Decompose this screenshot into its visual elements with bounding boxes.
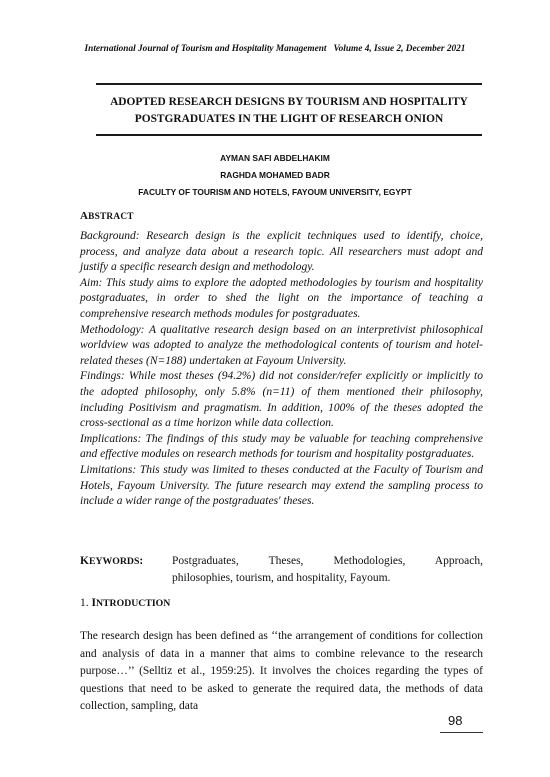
keywords-label: KEYWORDS: bbox=[80, 555, 144, 567]
abstract-methodology: Methodology: A qualitative research design based on an interpretivist philosophical worldview was adopted to analyze the methodological contents of tourism and hotel-related theses (N=188) undertaken at Fayoum University. bbox=[80, 323, 483, 367]
keywords-line-1: Postgraduates, Theses, Methodologies, Approach, bbox=[172, 555, 483, 567]
abstract-body bbox=[80, 229, 483, 510]
author-1: AYMAN SAFI ABDELHAKIM bbox=[220, 153, 330, 163]
journal-volume: Volume 4, Issue 2, December 2021 bbox=[333, 44, 466, 54]
introduction-heading: 1. INTRODUCTION bbox=[80, 597, 171, 609]
abstract-implications: Implications: The findings of this study may be valuable for teaching comprehensive and effective modules on research methods for tourism and hospitality postgraduates. bbox=[80, 432, 483, 461]
abstract-background: Background: Research design is the explicit techniques used to identify, choice, process, and analyze data about a research topic. All researchers must adopt and justify a specific research design and methodology. bbox=[80, 230, 483, 274]
affiliation: FACULTY OF TOURISM AND HOTELS, FAYOUM UNIVERSITY, EGYPT bbox=[138, 187, 412, 197]
keywords-block bbox=[80, 553, 483, 586]
introduction-body bbox=[80, 628, 483, 716]
title-line-2: POSTGRADUATES IN THE LIGHT OF RESEARCH ONION bbox=[134, 113, 444, 125]
abstract-limitations: Limitations: This study was limited to theses conducted at the Faculty of Tourism and Hotels, Fayoum University. The future research may extend the sampling process to include a wider range of the postgraduates' theses. bbox=[80, 463, 483, 508]
page-number-rule bbox=[440, 732, 483, 733]
title-line-1: ADOPTED RESEARCH DESIGNS BY TOURISM AND HOSPITALITY bbox=[110, 96, 468, 108]
paper-title bbox=[80, 94, 498, 128]
title-bottom-rule bbox=[96, 134, 482, 136]
title-top-rule bbox=[96, 83, 482, 85]
page-number: 98 bbox=[448, 713, 463, 728]
abstract-heading: ABSTRACT bbox=[80, 210, 134, 222]
abstract-findings: Findings: While most theses (94.2%) did not consider/refer explicitly or implicitly to the adopted philosophy, only 5.8% (n=11) of them mentioned their philosophy, including Positivism and pragmatism. In addition, 100% of the theses adopted the cross-sectional as a time horizon while data collection. bbox=[80, 370, 483, 430]
introduction-paragraph: The research design has been defined as ‘‘the arrangement of conditions for collection and analysis of data in a manner that aims to combine relevance to the research purpose…’’ (Selltiz et al., 1959:25). It involves the choices regarding the types of questions that need to be asked to generate the required data, the methods of data collection, sampling, data bbox=[80, 630, 483, 712]
journal-title: International Journal of Tourism and Hospitality Management bbox=[84, 44, 327, 54]
author-2: RAGHDA MOHAMED BADR bbox=[220, 170, 330, 180]
journal-header bbox=[0, 44, 550, 54]
author-block bbox=[0, 150, 550, 201]
keywords-line-2: philosophies, tourism, and hospitality, Fayoum. bbox=[172, 572, 391, 584]
abstract-aim: Aim: This study aims to explore the adopted methodologies by tourism and hospitality postgraduates, in order to shed the light on the importance of teaching a comprehensive research methods modules for postgraduates. bbox=[80, 276, 483, 320]
